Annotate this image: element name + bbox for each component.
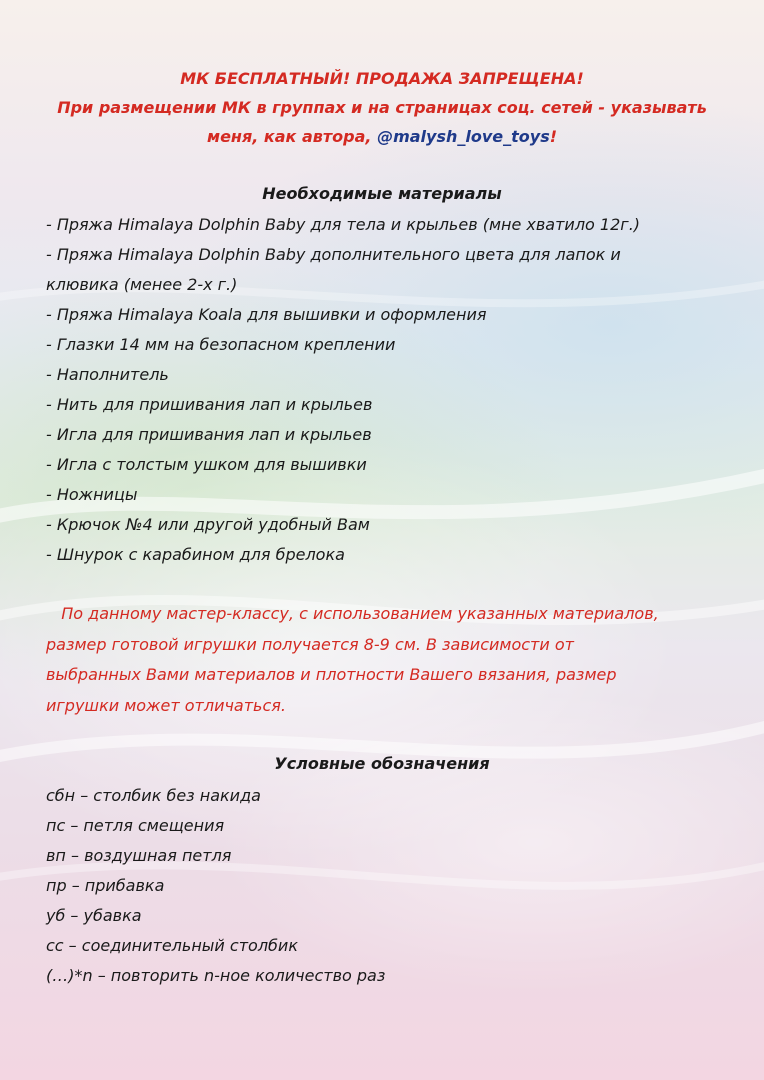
materials-item: - Крючок №4 или другой удобный Вам: [46, 515, 370, 534]
notice-header: [0, 64, 764, 151]
abbreviation-item: сбн – столбик без накида: [46, 786, 261, 805]
materials-item: - Игла с толстым ушком для вышивки: [46, 455, 367, 474]
abbreviation-item: уб – убавка: [46, 906, 142, 925]
materials-item: - Шнурок с карабином для брелока: [46, 545, 345, 564]
abbreviations-list: [46, 781, 726, 991]
materials-item: - Пряжа Himalaya Koala для вышивки и оформления: [46, 305, 487, 324]
author-handle: @malysh_love_toys: [377, 127, 550, 146]
materials-item: - Нить для пришивания лап и крыльев: [46, 395, 373, 414]
abbreviation-item: (…)*n – повторить n-ное количество раз: [46, 966, 386, 985]
size-note-line: выбранных Вами материалов и плотности Вашего вязания, размер: [46, 665, 617, 684]
abbreviation-item: пс – петля смещения: [46, 816, 225, 835]
materials-title: Необходимые материалы: [262, 184, 502, 203]
abbreviation-item: сс – соединительный столбик: [46, 936, 298, 955]
abbreviation-item: пр – прибавка: [46, 876, 165, 895]
materials-item: - Игла для пришивания лап и крыльев: [46, 425, 372, 444]
notice-line-2: При размещении МК в группах и на страницах соц. сетей - указывать: [57, 98, 707, 117]
abbreviation-item: вп – воздушная петля: [46, 846, 232, 865]
abbreviations-title: Условные обозначения: [274, 754, 490, 773]
materials-item: клювика (менее 2-х г.): [46, 275, 238, 294]
notice-line-1: МК БЕСПЛАТНЫЙ! ПРОДАЖА ЗАПРЕЩЕНА!: [180, 69, 584, 88]
size-note: [46, 599, 726, 721]
materials-item: - Пряжа Himalaya Dolphin Baby для тела и крыльев (мне хватило 12г.): [46, 215, 641, 234]
materials-item: - Глазки 14 мм на безопасном креплении: [46, 335, 396, 354]
materials-item: - Наполнитель: [46, 365, 169, 384]
size-note-line: игрушки может отличаться.: [46, 695, 286, 715]
notice-line-3: [0, 122, 764, 151]
materials-list: [46, 210, 736, 570]
materials-item: - Ножницы: [46, 485, 138, 504]
size-note-line: размер готовой игрушки получается 8-9 см. В зависимости от: [46, 634, 574, 654]
materials-item: - Пряжа Himalaya Dolphin Baby дополнительного цвета для лапок и: [46, 245, 621, 264]
size-note-line: По данному мастер-классу, с использованием указанных материалов,: [46, 604, 659, 623]
notice-line-3-prefix: меня, как автора,: [206, 127, 378, 146]
notice-line-3-suffix: !: [549, 127, 558, 146]
